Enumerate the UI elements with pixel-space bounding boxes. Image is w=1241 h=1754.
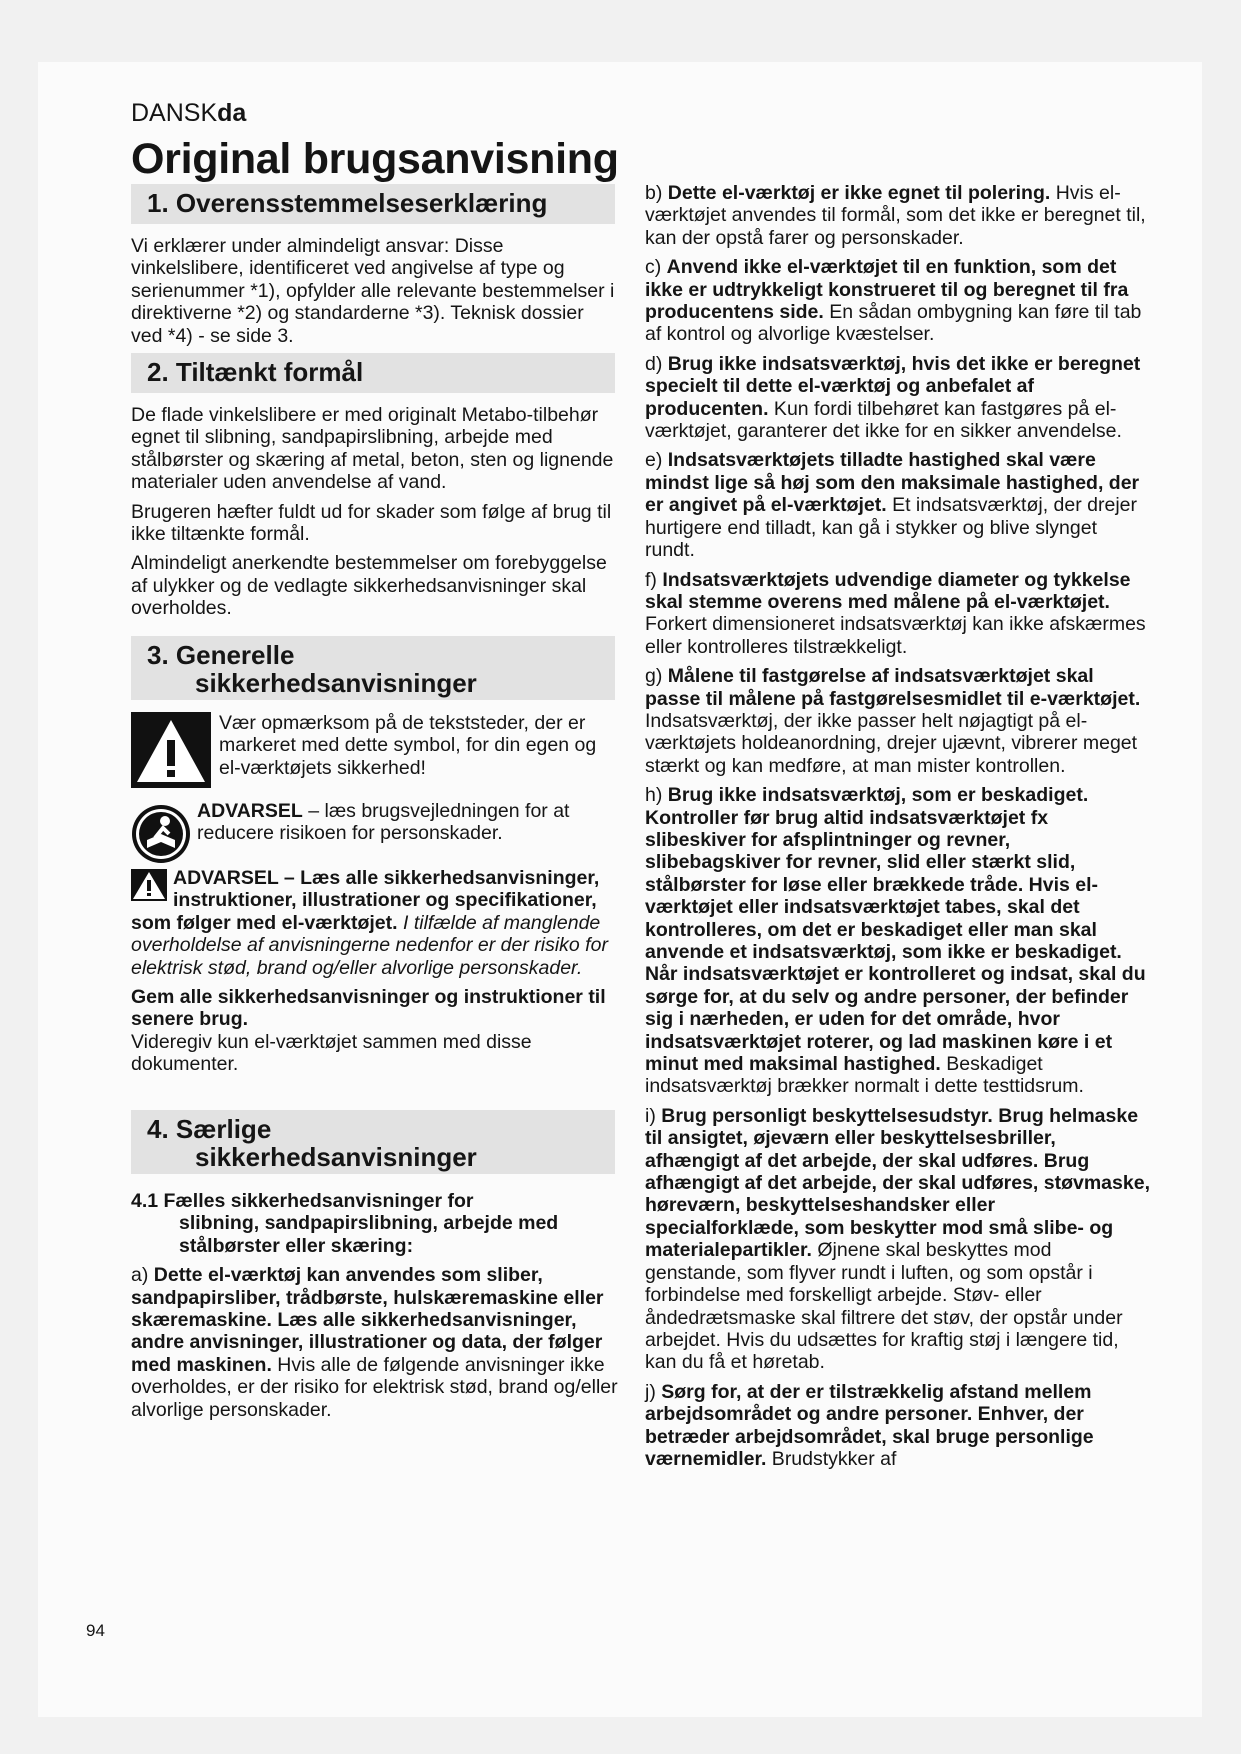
warning-triangle-icon (131, 712, 211, 788)
general-warning-italic: I tilfælde af manglende overholdelse af anvisningerne nedenfor er der risiko for elektrisk stød, brand og/eller alvorlige personskader. (131, 911, 608, 979)
item-b: b) Dette el-værktøj er ikke egnet til polering. Hvis el-værktøjet anvendes til formål, som det ikke er beregnet til, kan der opstå farer og personskader. (645, 182, 1146, 249)
section-2-body (131, 404, 620, 627)
symbol-note-text: Vær opmærksom på de tekststeder, der er markeret med dette symbol, for din egen og el-værktøjets sikkerhed! (219, 712, 597, 779)
subsection-4-1-heading: 4.1 Fælles sikkerhedsanvisninger for slibning, sandpapirslibning, arbejde med stålbørster eller skæring: (131, 1190, 559, 1257)
item-d: d) Brug ikke indsatsværktøj, hvis det ikke er beregnet specielt til dette el-værktøj og anbefalet af producenten. Kun fordi tilbehøret kan fastgøres på el-værktøjet, garanterer det ikke for en sikker anvendelse. (645, 352, 1141, 443)
section-4-heading: 4. Særlige sikkerhedsanvisninger (131, 1110, 615, 1174)
keep-instructions-text: Videregiv kun el-værktøjet sammen med disse dokumenter. (131, 1030, 532, 1076)
general-warning-bold: ADVARSEL – Læs alle sikkerhedsanvisninger, instruktioner, illustrationer og specifikationer, som følger med el-værktøjet. (131, 867, 600, 934)
page-title: Original brugsanvisning (131, 135, 619, 183)
page-number: 94 (86, 1621, 105, 1640)
section-1-heading: 1. Overensstemmelseserklæring (131, 184, 615, 224)
warning-small-icon (131, 869, 167, 901)
section-2-p3: Almindeligt anerkendte bestemmelser om forebyggelse af ulykker og de vedlagte sikkerhedsanvisninger skal overholdes. (131, 552, 607, 620)
section-2-p2: Brugeren hæfter fuldt ud for skader som følge af brug til ikke tiltænkte formål. (131, 500, 612, 546)
keep-instructions-bold: Gem alle sikkerhedsanvisninger og instruktioner til senere brug. (131, 986, 606, 1031)
item-j: j) Sørg for, at der er tilstrækkelig afstand mellem arbejdsområdet og andre personer. Enhver, der betræder arbejdsområdet, skal bruge personlige værnemidler. Brudstykker af (645, 1380, 1094, 1470)
right-column (645, 182, 1150, 1477)
section-1-body: Vi erklærer under almindeligt ansvar: Disse vinkelslibere, identificeret ved angivelse af type og serienummer *1), opfylder alle relevante bestemmelser i direktiverne *2) og standarderne *3). Teknisk dossier ved *4) - se side 3. (131, 235, 615, 347)
item-c: c) Anvend ikke el-værktøjet til en funktion, som det ikke er udtrykkeligt konstrueret til og beregnet til fra producentens side. En sådan ombygning kan føre til tab af kontrol og alvorlige kvæstelser. (645, 256, 1142, 346)
item-f: f) Indsatsværktøjets udvendige diameter og tykkelse skal stemme overens med målene på el-værktøjet. Forkert dimensioneret indsatsværktøj kan ikke afskærmes eller kontrolleres tilstrækkeligt. (645, 568, 1146, 658)
section-3-heading: 3. Generelle sikkerhedsanvisninger (131, 636, 615, 700)
item-a: a) Dette el-værktøj kan anvendes som sliber, sandpapirsliber, trådbørste, hulskæremaskine eller skæremaskine. Læs alle sikkerhedsanvisninger, andre anvisninger, illustrationer og data, der følger med maskinen. Hvis alle de følgende anvisninger ikke overholdes, er der risiko for elektrisk stød, brand og/eller alvorlige personskader. (131, 1264, 618, 1421)
language-label: DANSKda (131, 99, 247, 127)
section-2-heading: 2. Tiltænkt formål (131, 353, 615, 393)
manual-warning-text: ADVARSEL – læs brugsvejledningen for at reducere risikoen for personskader. (197, 800, 570, 845)
item-h: h) Brug ikke indsatsværktøj, som er beskadiget. Kontroller før brug altid indsatsværktøjet fx slibeskiver for afsplintninger og revner, slibebagskiver for revner, slid eller stærkt slid, stålbørster for løse eller brækkede tråde. Hvis el-værktøjet eller indsatsværktøjet tabes, skal det kontrolleres, om det er beskadiget eller man skal anvende et indsatsværktøj, som ikke er beskadiget. Når indsatsværktøjet er kontrolleret og indsat, skal du sørge for, at du selv og andre personer, der befinder sig i nærheden, er uden for det område, hvor indsatsværktøjet roterer, og lad maskinen køre i et minut med maksimal hastighed. Beskadiget indsatsværktøj brækker normalt i dette testtidsrum. (645, 784, 1146, 1098)
item-i: i) Brug personligt beskyttelsesudstyr. Brug helmaske til ansigtet, øjeværn eller beskyttelsesbriller, afhængigt af det arbejde, der skal udføres. Brug afhængigt af det arbejde, der skal udføres, støvmaske, høreværn, beskyttelseshandsker eller specialforklæde, som beskytter mod små slibe- og materialepartikler. Øjnene skal beskyttes mod genstande, som flyver rundt i luften, og som opstår i forbindelse med forskelligt arbejde. Støv- eller åndedrætsmaske skal filtrere det støv, der opstår under arbejdet. Hvis du udsættes for kraftig støj i længere tid, kan du få et høretab. (645, 1104, 1150, 1374)
section-2-p1: De flade vinkelslibere er med originalt Metabo-tilbehør egnet til slibning, sandpapirslibning, arbejde med stålbørster og skæring af metal, beton, sten og lignende materialer uden anvendelse af vand. (131, 404, 614, 494)
item-g: g) Målene til fastgørelse af indsatsværktøjet skal passe til målene på fastgørelsesmidlet til e-værktøjet. Indsatsværktøj, der ikke passer helt nøjagtigt på el-værktøjets holdeanordning, drejer ujævnt, vibrerer meget stærkt og kan medføre, at man mister kontrollen. (645, 665, 1141, 777)
read-manual-icon (131, 804, 191, 864)
item-e: e) Indsatsværktøjets tilladte hastighed skal være mindst lige så høj som den maksimale hastighed, der er angivet på el-værktøjet. Et indsatsværktøj, der drejer hurtigere end tilladt, kan gå i stykker og blive slynget rundt. (645, 449, 1140, 562)
general-warning (131, 867, 620, 1083)
section-4-body (131, 1190, 620, 1428)
